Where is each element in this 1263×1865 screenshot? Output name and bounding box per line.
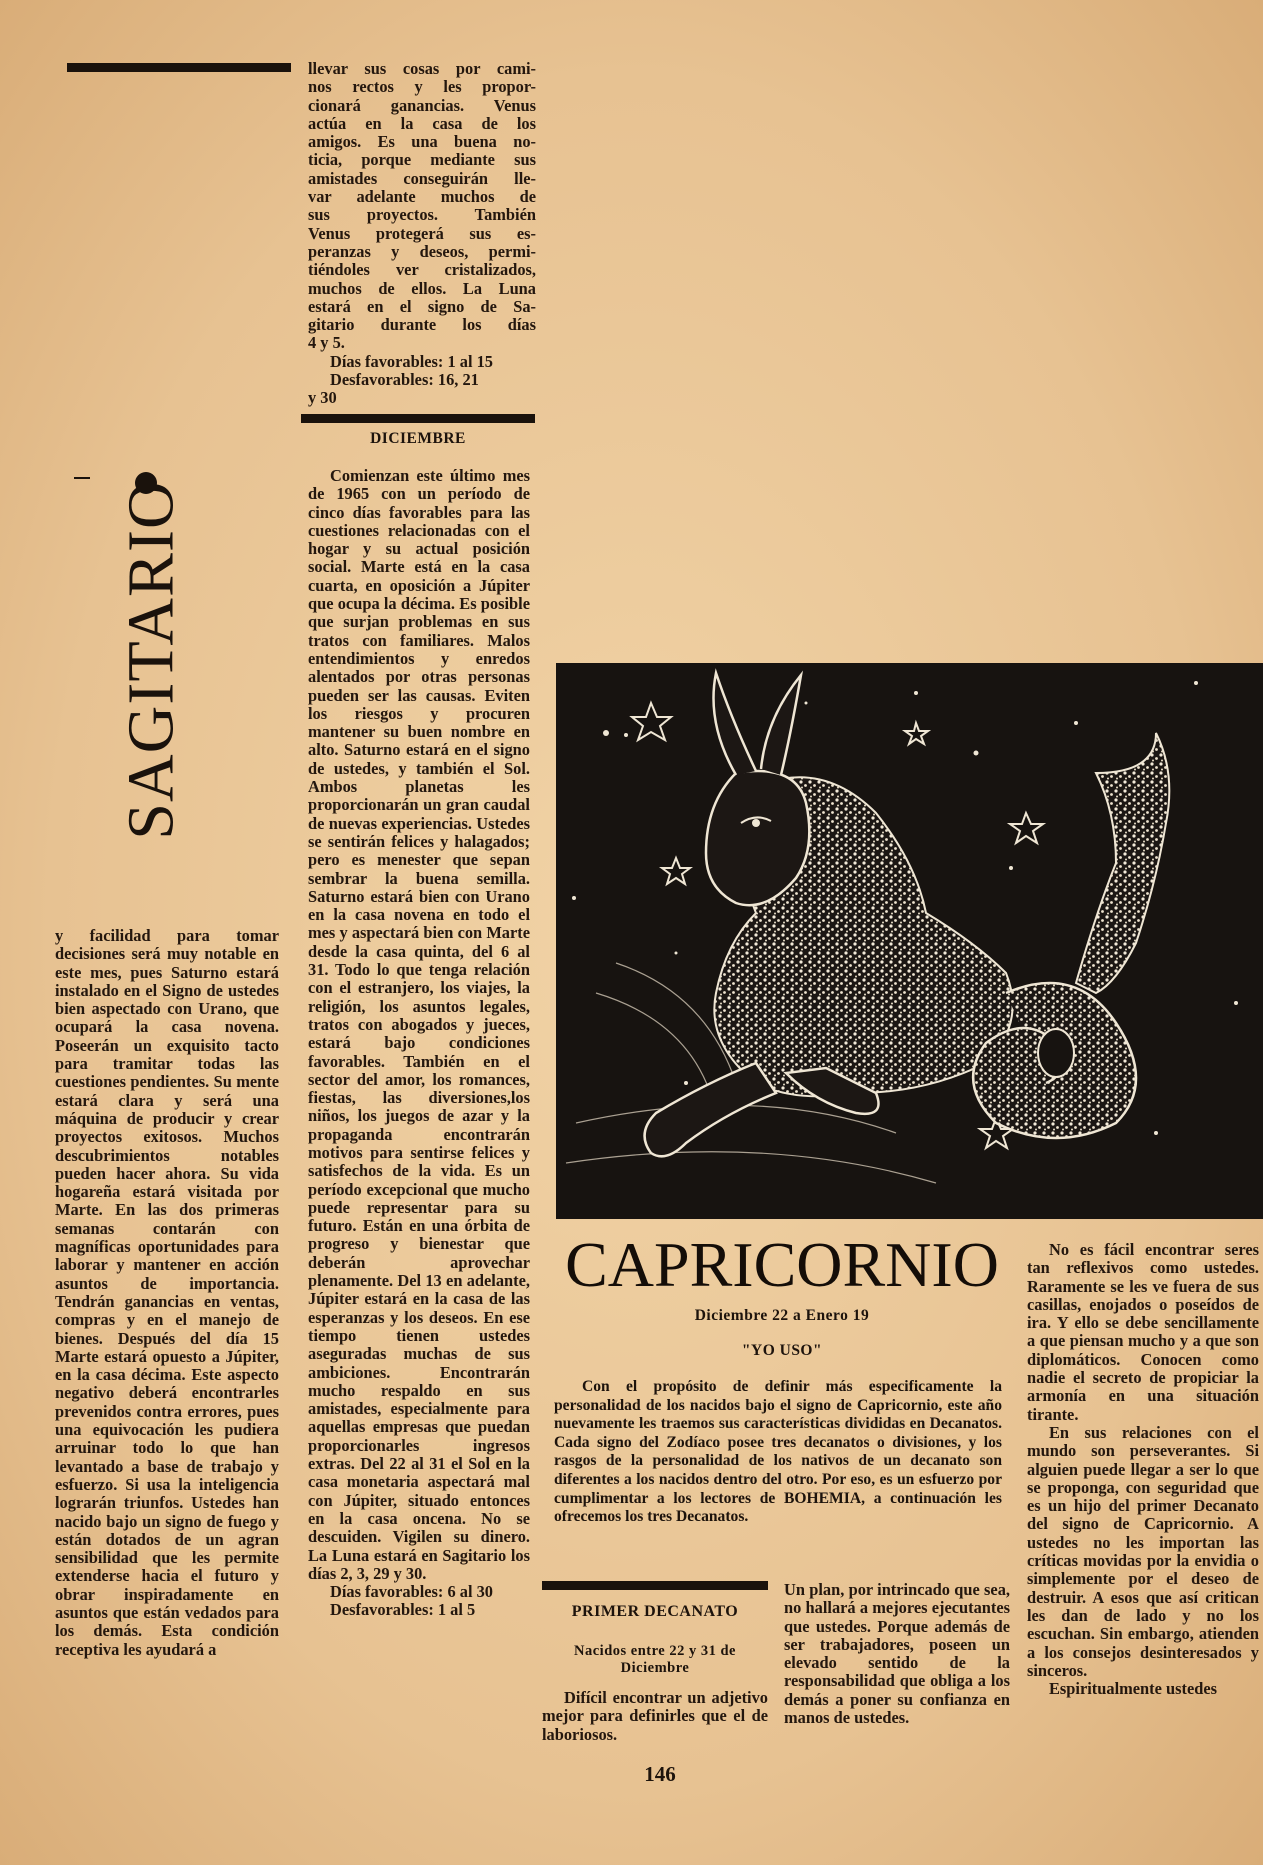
tail-fin xyxy=(1076,733,1169,993)
diciembre-text: Comienzan este último mes de 1965 con un período de cinco días favorables para las cuestiones relacionadas con el hogar y su actual posición social. Marte está en la casa cuarta, en oposición a Júpiter que ocupa la décima. Es posible que surjan problemas en sus tratos con familiares. Malos entendimientos y enredos alentados por otras personas pueden ser las causas. Eviten los riesgos y procuren mantener su buen nombre en alto. Saturno estará en el signo de ustedes, y también el Sol. Ambos planetas les proporcionarán un gran caudal de nuevas experiencias. Ustedes se sentirán felices y halagados; pero es menester que sepan sembrar la buena semilla. Saturno estará bien con Urano en la casa novena en todo el mes y aspectará bien con Marte desde la casa quinta, del 6 al 31. Todo lo que tenga relación con el estranjero, los viajes, la religión, los asuntos legales, tratos con abogados y jueces, estará bajo condiciones favorables. También en el sector del amor, los romances, fiestas, las diversiones,los niños, los juegos de azar y la propaganda encontrarán motivos para sentirse felices y satisfechos de la vida. Es un período excepcional que mucho puede representar para su futuro. Están en una órbita de progreso y bienestar que deberán aprovechar plenamente. Del 13 en adelante, Júpiter estará en la casa de las esperanzas y los deseos. En ese tiempo tienen ustedes aseguradas muchas de sus ambiciones. Encontrarán mucho respaldo en sus amistades, especialmente para aquellas empresas que puedan proporcionarles ingresos extras. Del 22 al 31 el Sol en la casa monetaria aspectará mal con Júpiter, situado entonces en la casa oncena. No se descuiden. Vigilen su dinero. La Luna estará en Sagitario los días 2, 3, 29 y 30. xyxy=(308,466,530,1583)
dic-desfavorables: Desfavorables: 1 al 5 xyxy=(330,1600,476,1620)
left-column-text: y facilidad para tomar decisiones será muy notable en este mes, pues Saturno estará instalado en el Signo de ustedes bien aspectado con Urano, que ocupará la casa novena. Poseerán un exquisito tacto para tramitar todas las cuestiones pendientes. Su mente estará clara y será una máquina de producir y crear proyectos exitosos. Muchos descubrimientos notables pueden hacer ahora. Su vida hogareña estará visitada por Marte. En las dos primeras semanas contarán con magníficas oportunidades para laborar y mantener en acción asuntos de importancia. Tendrán ganancias en ventas, compras y en el manejo de bienes. Después del día 15 Marte estará opuesto a Júpiter, en la casa décima. Este aspecto negativo deberá encontrarles prevenidos contra errores, pues una equivocación les pudiera arruinar todo lo que han levantado a base de trabajo y esfuerzo. Si usa la inteligencia lograrán triunfos. Ustedes han nacido bajo un signo de fuego y están dotados de un agran sensibilidad que les permite extenderse hacia el futuro y obrar inspiradamente en asuntos que están vedados para los demás. Esta condición receptiva les ayudará a xyxy=(55,926,279,1659)
top-column-line: actúa en la casa de los xyxy=(308,113,536,133)
top-desfavorables: Desfavorables: 16, 21 xyxy=(330,370,479,390)
sagitario-left-column xyxy=(55,927,279,1659)
top-column-line: tiéndoles ver cristalizados, xyxy=(308,260,536,280)
sagitario-title: SAGITARIO xyxy=(115,480,188,840)
top-column-line: ticia, porque mediante sus xyxy=(308,150,536,170)
top-column-line: estará en el signo de Sa- xyxy=(308,296,536,316)
capricornio-dates: Diciembre 22 a Enero 19 xyxy=(694,1307,870,1324)
top-column-line: amigos. Es una buena no- xyxy=(308,132,536,152)
top-column-line: nos rectos y les propor- xyxy=(308,77,536,97)
top-left-rule xyxy=(67,63,291,72)
top-column-line: cionará ganancias. Venus xyxy=(308,95,536,115)
top-column-line: 4 y 5. xyxy=(308,333,345,353)
sagitario-vertical-title xyxy=(112,450,192,870)
goat-horn-right xyxy=(761,675,801,775)
capricornio-motto: "YO USO" xyxy=(741,1342,823,1359)
sea-goat-drawing xyxy=(556,663,1263,1219)
decanato-col-b xyxy=(784,1581,1010,1727)
decanato-rule xyxy=(542,1581,768,1590)
title-dash xyxy=(74,477,90,479)
intro-text: Con el propósito de definir más especificamente la personalidad de los nacidos bajo el signo de Capricornio, este año nuevamente les traemos sus características divididas en Decanatos. Cada signo del Zodíaco posee tres decanatos o divisiones, y los rasgos de la personalidad de los nativos de un decanato son diferentes a los nacidos dentro del otro. Por eso, es un esfuerzo por cumplimentar a los lectores de BOHEMIA, a continuación les ofrecemos los tres Decanatos. xyxy=(554,1378,1002,1526)
page-number: 146 xyxy=(644,1762,676,1786)
top-column-lines xyxy=(308,60,536,353)
top-column-line: var adelante muchos de xyxy=(308,187,536,207)
top-column-line: amistades conseguirán lle- xyxy=(308,168,536,188)
top-column-line: gitario durante los días xyxy=(308,315,536,335)
capricornio-title: CAPRICORNIO xyxy=(565,1229,999,1300)
decanato-col-c-text-2: En sus relaciones con el mundo son perseverantes. Si alguien puede llegar a ser lo que se proponga, con seguridad que es un hijo del primer Decanato del signo de Capricornio. A ustedes no les importan las críticas movidas por la envidia o simplemente por el deseo de destruir. A esos que así critican les dan de lado y no los escuchan. Sin embargo, atienden a los consejos desinteresados y sinceros. xyxy=(1027,1422,1259,1680)
decanato-subheading: Nacidos entre 22 y 31 de Diciembre xyxy=(574,1643,736,1676)
decanato-col-c-text-3: Espiritualmente ustedes xyxy=(1049,1679,1218,1699)
decanato-col-a-text: Difícil encontrar un adjetivo mejor para definirles que el de laboriosos. xyxy=(542,1688,768,1744)
goat-horn-left xyxy=(714,673,757,775)
capricornio-intro xyxy=(554,1378,1002,1527)
goat-legs xyxy=(645,1063,879,1156)
decanato-col-c-text-1: No es fácil encontrar seres tan reflexivos como ustedes. Raramente se les ve fuera de sus casillas, enojados o poseídos de ira. Y ello se debe sencillamente a que piensan mucho y a que son diplomáticos. Conocen como nadie el secreto de propiciar la armonía en una situación tirante. xyxy=(1027,1240,1259,1424)
sagitario-top-column xyxy=(308,60,536,408)
capricorn-illustration xyxy=(556,663,1263,1219)
top-desfavorables-cont: y 30 xyxy=(308,388,337,408)
diciembre-rule xyxy=(301,414,535,423)
decanato-heading: PRIMER DECANATO xyxy=(571,1603,739,1620)
diciembre-heading: DICIEMBRE xyxy=(370,430,466,447)
top-column-line: sus proyectos. También xyxy=(308,205,536,225)
diciembre-column xyxy=(308,467,530,1620)
top-column-line: muchos de ellos. La Luna xyxy=(308,278,536,298)
top-favorables: Días favorables: 1 al 15 xyxy=(330,351,493,371)
decanato-col-c xyxy=(1027,1241,1259,1698)
decanato-col-b-text: Un plan, por intrincado que sea, no hallará a mejores ejecutantes que ustedes. Porque además de ser trabajadores, poseen un elevado sentido de la responsabilidad que obliga a los demás a poner su confianza en manos de ustedes. xyxy=(784,1580,1010,1728)
top-column-line: Venus protegerá sus es- xyxy=(308,223,536,243)
top-column-line: llevar sus cosas por cami- xyxy=(308,59,536,78)
dic-favorables: Días favorables: 6 al 30 xyxy=(330,1582,493,1602)
top-column-line: peranzas y deseos, permi- xyxy=(308,241,536,261)
decanato-col-a xyxy=(542,1689,768,1744)
